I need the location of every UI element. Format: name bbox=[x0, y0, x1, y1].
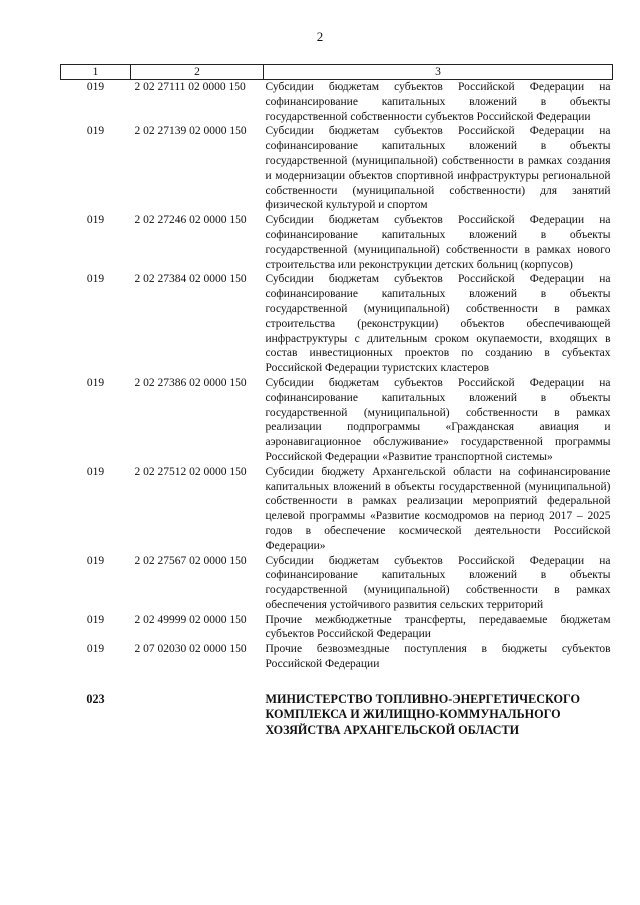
income-code: 2 02 27246 02 0000 150 bbox=[134, 214, 247, 227]
income-description: Субсидии бюджетам субъектов Российской Федерации на софинансирование капитальных вложений в объекты государственной (муниципальной) собственности в рамках обеспечения устойчивого развития сельских территорий bbox=[265, 554, 611, 611]
table-row bbox=[61, 272, 613, 376]
income-description: Субсидии бюджетам субъектов Российской Федерации на софинансирование капитальных вложений в объекты государственной (муниципальной) собственности в рамках нового строительства или реконструкции детских больниц (корпусов) bbox=[265, 214, 611, 271]
admin-code: 019 bbox=[86, 643, 105, 656]
header-row bbox=[61, 65, 613, 80]
income-description: Прочие межбюджетные трансферты, передаваемые бюджетам субъектов Российской Федерации bbox=[265, 613, 611, 641]
section-code-empty bbox=[131, 672, 264, 739]
admin-code: 019 bbox=[86, 125, 105, 138]
table-row bbox=[61, 124, 613, 213]
income-code: 2 02 27111 02 0000 150 bbox=[134, 81, 246, 93]
income-code: 2 07 02030 02 0000 150 bbox=[134, 643, 247, 656]
income-code: 2 02 27139 02 0000 150 bbox=[134, 125, 247, 138]
income-description: Прочие безвозмездные поступления в бюджеты субъектов Российской Федерации bbox=[265, 643, 611, 671]
admin-code: 019 bbox=[86, 273, 105, 286]
income-code: 2 02 49999 02 0000 150 bbox=[134, 613, 247, 626]
table-row bbox=[61, 376, 613, 465]
table-row bbox=[61, 642, 613, 672]
admin-code: 019 bbox=[86, 214, 105, 227]
table-header bbox=[61, 65, 613, 80]
income-description: Субсидии бюджетам субъектов Российской Федерации на софинансирование капитальных вложений в объекты государственной собственности субъектов Российской Федерации bbox=[265, 81, 611, 123]
admin-code: 019 bbox=[86, 81, 105, 93]
table-row bbox=[61, 213, 613, 272]
income-code: 2 02 27567 02 0000 150 bbox=[134, 554, 247, 567]
income-description: Субсидии бюджетам субъектов Российской Федерации на софинансирование капитальных вложений в объекты государственной (муниципальной) собственности в рамках строительства (реконструкции) объектов обеспечивающей инфраструктуры с длительным сроком окупаемости, входящих в состав инвестиционных проектов по созданию в субъектах Российской Федерации туристских кластеров bbox=[265, 273, 611, 375]
section-title: МИНИСТЕРСТВО ТОПЛИВНО-ЭНЕРГЕТИЧЕСКОГО КОМПЛЕКСА И ЖИЛИЩНО-КОММУНАЛЬНОГО ХОЗЯЙСТВА АРХАНГЕЛЬСКОЙ ОБЛАСТИ bbox=[265, 691, 580, 737]
admin-code: 019 bbox=[86, 376, 105, 389]
income-description: Субсидии бюджетам субъектов Российской Федерации на софинансирование капитальных вложений в объекты государственной (муниципальной) собственности в рамках создания и модернизации объектов спортивной инфраструктуры региональной собственности (муниципальной собственности) для занятий физической культурой и спортом bbox=[265, 125, 611, 212]
section-admin-code: 023 bbox=[86, 691, 105, 706]
income-code: 2 02 27512 02 0000 150 bbox=[134, 465, 247, 478]
table-row bbox=[61, 465, 613, 554]
income-code: 2 02 27386 02 0000 150 bbox=[134, 376, 247, 389]
admin-code: 019 bbox=[86, 465, 105, 478]
income-description: Субсидии бюджетам субъектов Российской Федерации на софинансирование капитальных вложений в объекты государственной (муниципальной) собственности в рамках реализации подпрограммы «Гражданская авиация и аэронавигационное обслуживание» государственной программы Российской Федерации «Развитие транспортной системы» bbox=[265, 376, 611, 463]
table-row bbox=[61, 613, 613, 643]
header-col-1: 1 bbox=[61, 65, 131, 80]
table-row bbox=[61, 80, 613, 125]
admin-code: 019 bbox=[86, 613, 105, 626]
table-body bbox=[61, 80, 613, 739]
section-heading-row bbox=[61, 672, 613, 739]
income-description: Субсидии бюджету Архангельской области на софинансирование капитальных вложений в объекты государственной (муниципальной) собственности в рамках реализации мероприятий федеральной целевой программы «Развитие космодромов на период 2017 – 2025 годов в обеспечение космической деятельности Российской Федерации» bbox=[265, 465, 611, 552]
page-number: 2 bbox=[316, 29, 324, 44]
admin-code: 019 bbox=[86, 554, 105, 567]
header-col-3: 3 bbox=[264, 65, 613, 80]
table-row bbox=[61, 554, 613, 613]
budget-codes-table bbox=[60, 64, 613, 738]
header-col-2: 2 bbox=[131, 65, 264, 80]
income-code: 2 02 27384 02 0000 150 bbox=[134, 273, 247, 286]
